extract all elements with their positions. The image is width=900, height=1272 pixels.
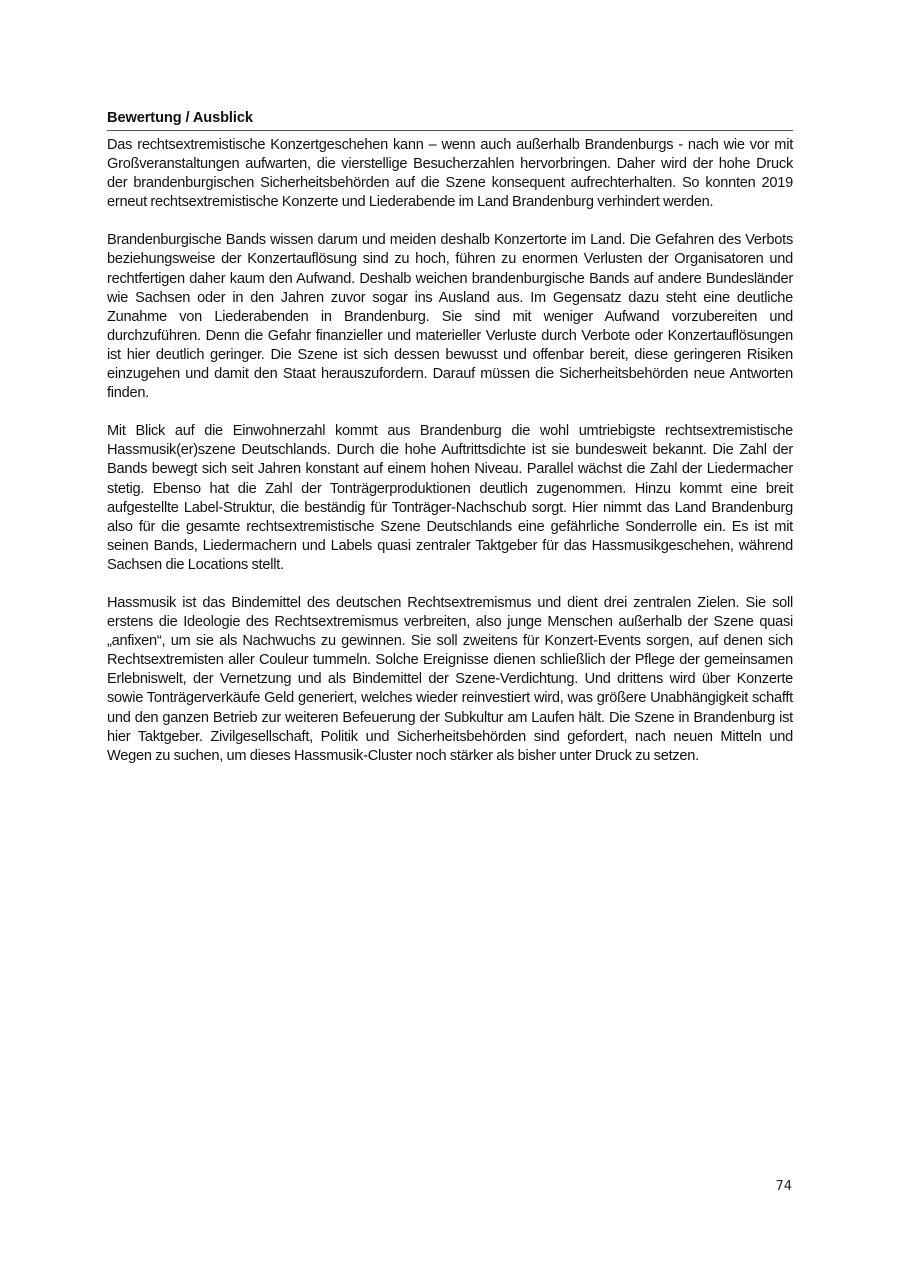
paragraph-3: Mit Blick auf die Einwohnerzahl kommt aus Brandenburg die wohl umtriebigste rechtsextremistische Hassmusik(er)szene Deutschlands. Durch die hohe Auftrittsdichte ist sie bundesweit bekannt. Die Zahl der Bands bewegt sich seit Jahren konstant auf einem hohen Niveau. Parallel wächst die Zahl der Liedermacher stetig. Ebenso hat die Zahl der Tonträgerproduktionen deutlich zugenommen. Hinzu kommt eine breit aufgestellte Label-Struktur, die beständig für Tonträger-Nachschub sorgt. Hier nimmt das Land Brandenburg also für die gesamte rechtsextremistische Szene Deutschlands eine gefährliche Sonderrolle ein. Es ist mit seinen Bands, Liedermachern und Labels quasi zentraler Taktgeber für das Hassmusikgeschehen, während Sachsen die Locations stellt. bbox=[107, 423, 793, 573]
page-number: 74 bbox=[775, 1179, 792, 1194]
paragraph-1: Das rechtsextremistische Konzertgeschehen kann – wenn auch außerhalb Brandenburgs - nach wie vor mit Großveranstaltungen aufwarten, die vierstellige Besucherzahlen hervorbringen. Daher wird der hohe Druck der brandenburgischen Sicherheitsbehörden auf die Szene konsequent aufrechterhalten. So konnten 2019 erneut rechtsextremistische Konzerte und Liederabende im Land Brandenburg verhindert werden. bbox=[107, 137, 793, 211]
section-heading-container bbox=[107, 109, 793, 131]
section-heading: Bewertung / Ausblick bbox=[107, 110, 253, 126]
paragraph-2: Brandenburgische Bands wissen darum und meiden deshalb Konzertorte im Land. Die Gefahren des Verbots beziehungsweise der Konzertauflösung sind zu hoch, führen zu enormen Verlusten der Organisatoren und rechtfertigen daher kaum den Aufwand. Deshalb weichen brandenburgische Bands auf andere Bundesländer wie Sachsen oder in den Jahren zuvor sogar ins Ausland aus. Im Gegensatz dazu steht eine deutliche Zunahme von Liederabenden in Brandenburg. Sie sind mit weniger Aufwand vorzubereiten und durchzuführen. Denn die Gefahr finanzieller und materieller Verluste durch Verbote oder Konzertauflösungen ist hier deutlich geringer. Die Szene ist sich dessen bewusst und offenbar bereit, diese geringeren Risiken einzugehen und damit den Staat herauszufordern. Darauf müssen die Sicherheitsbehörden neue Antworten finden. bbox=[107, 232, 793, 402]
body-text bbox=[107, 136, 793, 785]
paragraph-4: Hassmusik ist das Bindemittel des deutschen Rechtsextremismus und dient drei zentralen Zielen. Sie soll erstens die Ideologie des Rechtsextremismus verbreiten, also junge Menschen außerhalb der Szene quasi „anfixen“, um sie als Nachwuchs zu gewinnen. Sie soll zweitens für Konzert-Events sorgen, auf denen sich Rechtsextremisten aller Couleur tummeln. Solche Ereignisse dienen schließlich der Pflege der gemeinsamen Erlebniswelt, der Vernetzung und als Bindemittel der Szene-Verdichtung. Und drittens wird über Konzerte sowie Tonträgerverkäufe Geld generiert, welches wieder reinvestiert wird, was größere Unabhängigkeit schafft und den ganzen Betrieb zur weiteren Befeuerung der Subkultur am Laufen hält. Die Szene in Brandenburg ist hier Taktgeber. Zivilgesellschaft, Politik und Sicherheitsbehörden sind gefordert, nach neuen Mitteln und Wegen zu suchen, um dieses Hassmusik-Cluster noch stärker als bisher unter Druck zu setzen. bbox=[107, 594, 793, 764]
